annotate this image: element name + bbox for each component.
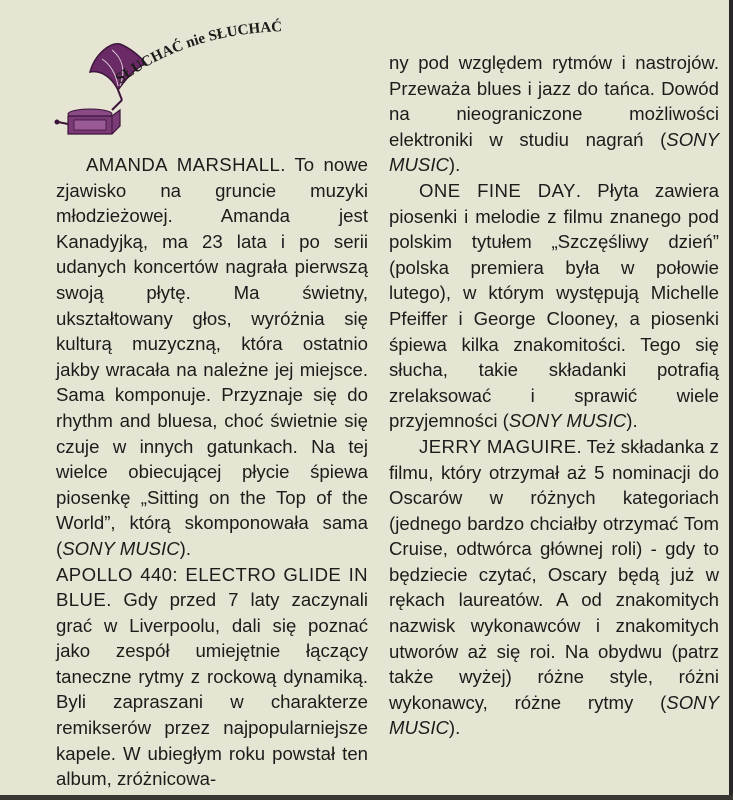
article-title: AMANDA MARSHALL <box>86 154 281 175</box>
right-column <box>389 50 719 741</box>
record-label: SONY MUSIC <box>389 691 719 739</box>
article-title: JERRY MAGUIRE <box>419 435 577 457</box>
article-title: ONE FINE DAY <box>419 179 576 201</box>
scan-edge <box>729 0 733 800</box>
article-title: APOLLO 440: ELECTRO GLIDE IN BLUE <box>56 563 368 611</box>
record-label: SONY MUSIC <box>508 410 627 432</box>
article-one-fine-day <box>389 178 719 434</box>
article-amanda <box>56 152 368 562</box>
article-body: . To nowe zjawisko na gruncie muzyki młodzieżowej. Amanda jest Kanadyjką, ma 23 lata i po serii udanych koncertów nagrała pierwszą swoją płytę. Ma świetny, ukształtowany głos, wyróżnia się kulturą muzyczną, która ostatnio jakby wracała na należne jej miejsce. Sama komponuje. Przyznaje się do rhythm and bluesa, choć świetnie się czuje w innych gatunkach. Na tej wielce obiecującej płycie śpiewa piosenkę „Sitting on the Top of the World”, którą skomponowała sama ( <box>56 154 369 559</box>
svg-text:SŁUCHAĆ nie SŁUCHAĆ: SŁUCHAĆ nie SŁUCHAĆ <box>112 19 283 88</box>
record-label: SONY MUSIC <box>62 537 180 559</box>
article-body: . Płyta zawiera piosenki i melodie z filmu znanego pod polskim tytułem „Szczęśliwy dzień” (polska premiera była w połowie lutego), w którym występują Michelle Pfeiffer i George Clooney, a piosenki śpiewa kilka znakomitości. Tego się słucha, takie składanki potrafią zrelaksować i sprawić wiele przyjemności ( <box>389 179 719 432</box>
article-body: . Gdy przed 7 laty zaczynali grać w Liverpoolu, dali się poznać jako zespół umiejętnie łączący taneczne rytmy z rockową dynamiką. Byli zapraszani w charakterze remikserów przez najpopularniejsze kapele. W ubiegłym roku powstał ten album, zróżnicowa- <box>56 589 368 790</box>
left-column <box>56 152 368 792</box>
column-header-text <box>50 14 350 144</box>
record-label: SONY MUSIC <box>389 128 719 176</box>
article-body: . Też składanka z filmu, który otrzymał aż 5 nominacji do Oscarów w różnych kategoriach (jednego bardzo chciałby otrzymać Tom Cruise, odtwórca głównej roli) - gdy to będziecie czytać, Oscary będą już w rękach laureatów. A od znakomitych nazwisk wykonawców i znakomitych utworów aż się roi. Na obydwu (patrz także wyżej) różne style, różni wykonawcy, różne rytmy ( <box>389 435 719 713</box>
article-apollo-continued <box>389 50 719 178</box>
article-body: ny pod względem rytmów i nastrojów. Przeważa blues i jazz do tańca. Dowód na nieograniczone możliwości elektroniki w studiu nagrań ( <box>389 52 719 150</box>
close-paren: ). <box>448 154 461 176</box>
column-header <box>50 14 350 144</box>
close-paren: ). <box>626 410 638 432</box>
article-apollo <box>56 562 368 792</box>
article-jerry-maguire <box>389 434 719 741</box>
close-paren: ). <box>448 717 461 739</box>
close-paren: ). <box>179 537 191 559</box>
scan-edge-bottom <box>0 795 733 800</box>
